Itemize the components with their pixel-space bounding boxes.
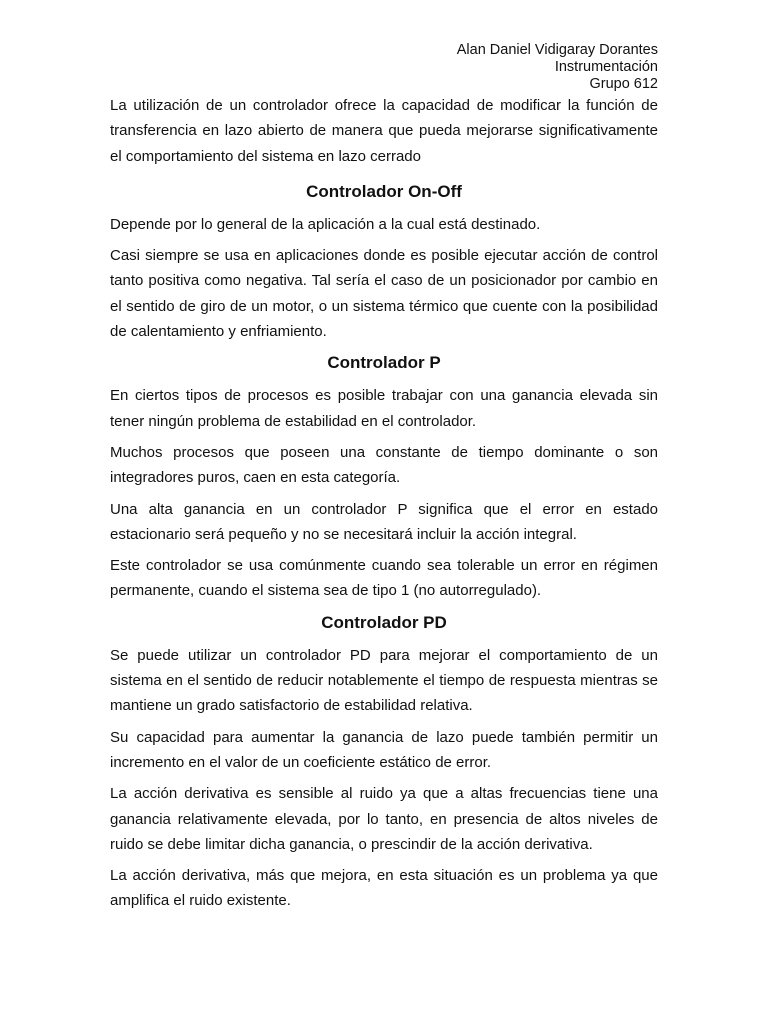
group-name: Grupo 612 bbox=[589, 76, 658, 92]
paragraph: Muchos procesos que poseen una constante de tiempo dominante o son integradores puros, caen en esta categoría. bbox=[110, 443, 658, 487]
paragraph: Una alta ganancia en un controlador P significa que el error en estado estacionario será pequeño y no se necesitará incluir la acción integral. bbox=[110, 500, 658, 543]
paragraph: Casi siempre se usa en aplicaciones donde es posible ejecutar acción de control tanto positiva como negativa. Tal sería el caso de un posicionador por cambio en el sentido de giro de un motor, o un sistema térmico que cuente con la posibilidad de calentamiento y enfriamiento. bbox=[110, 247, 658, 341]
document-header bbox=[110, 42, 658, 93]
paragraph: Este controlador se usa comúnmente cuando sea tolerable un error en régimen permanente, cuando el sistema sea de tipo 1 (no autorregulado). bbox=[110, 557, 658, 600]
author-name: Alan Daniel Vidigaray Dorantes bbox=[456, 42, 658, 58]
paragraph: La acción derivativa, más que mejora, en esta situación es un problema ya que amplifica el ruido existente. bbox=[110, 867, 658, 910]
paragraph: Se puede utilizar un controlador PD para mejorar el comportamiento de un sistema en el sentido de reducir notablemente el tiempo de respuesta mientras se mantiene un grado satisfactorio de estabilidad relativa. bbox=[110, 646, 658, 715]
section-title-pd: Controlador PD bbox=[321, 612, 447, 632]
section-title-p: Controlador P bbox=[327, 353, 441, 373]
paragraph: Su capacidad para aumentar la ganancia de lazo puede también permitir un incremento en el valor de un coeficiente estático de error. bbox=[110, 728, 658, 771]
intro-paragraph: La utilización de un controlador ofrece la capacidad de modificar la función de transferencia en lazo abierto de manera que pueda mejorarse significativamente el comportamiento del sistema en lazo cerrado bbox=[110, 97, 658, 165]
paragraph: En ciertos tipos de procesos es posible trabajar con una ganancia elevada sin tener ningún problema de estabilidad en el controlador. bbox=[110, 387, 658, 430]
paragraph: La acción derivativa es sensible al ruido ya que a altas frecuencias tiene una ganancia relativamente elevada, por lo tanto, en presencia de altos niveles de ruido se debe limitar dicha ganancia, o prescindir de la acción derivativa. bbox=[110, 785, 658, 853]
paragraph: Depende por lo general de la aplicación a la cual está destinado. bbox=[110, 215, 541, 233]
course-name: Instrumentación bbox=[554, 59, 658, 75]
document-page bbox=[110, 42, 658, 914]
section-title-on-off: Controlador On-Off bbox=[306, 181, 462, 201]
